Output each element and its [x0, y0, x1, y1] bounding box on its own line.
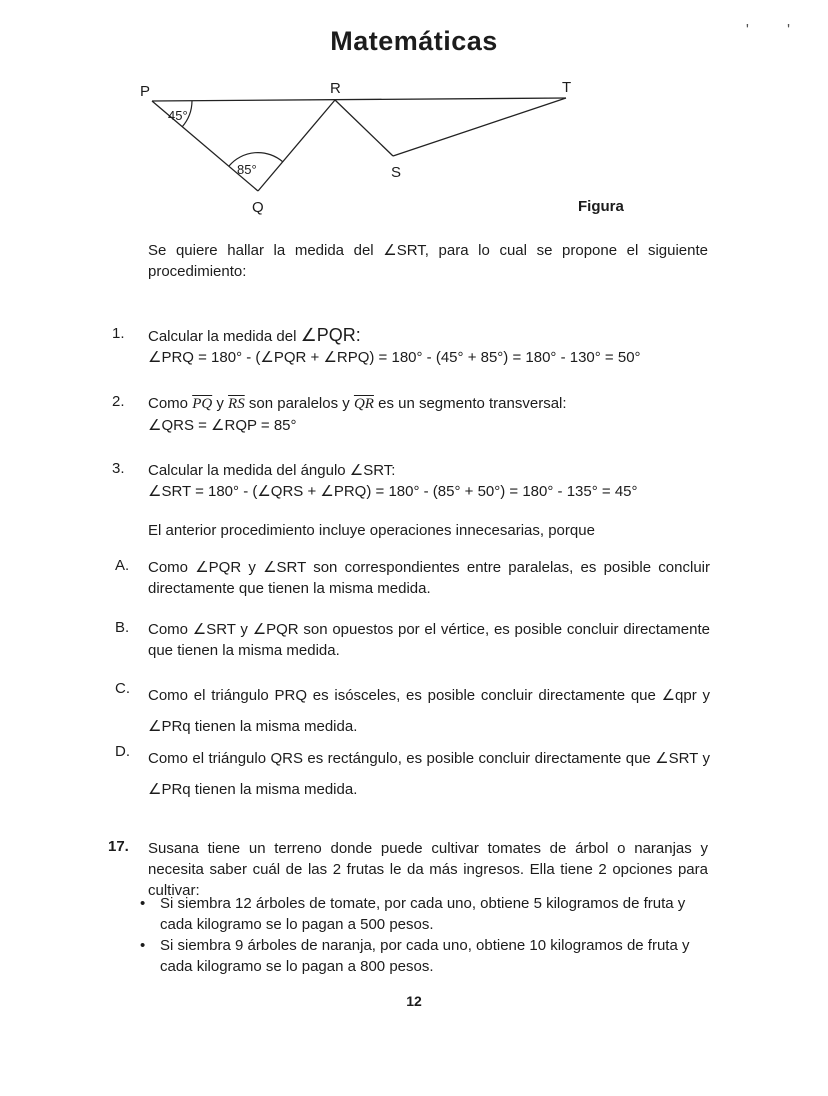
figure-svg	[130, 78, 650, 228]
step-1-lead: Calcular la medida del	[148, 328, 301, 345]
step-3-number: 3.	[112, 460, 125, 477]
step-1-lead-line	[148, 325, 708, 347]
vertex-label-q: Q	[252, 199, 264, 216]
step-3-formula: ∠SRT = 180° - (∠QRS + ∠PRQ) = 180° - (85° + 50°) = 180° - 135° = 45°	[148, 483, 638, 500]
option-a-text: Como ∠PQR y ∠SRT son correspondientes entre paralelas, es posible concluir directamente que tienen la misma medida.	[148, 559, 710, 597]
step-2-lead-line	[148, 393, 708, 415]
vertex-label-p: P	[140, 83, 151, 100]
scan-mark: '	[745, 22, 749, 39]
step-1-number: 1.	[112, 325, 125, 342]
vertex-label-r: R	[330, 80, 341, 97]
question-17-text: Susana tiene un terreno donde puede cultivar tomates de árbol o naranjas y necesita saber cuál de las 2 frutas le da más ingresos. Ella tiene 2 opciones para cultivar:	[148, 840, 708, 899]
step-2-part3: son paralelos y	[244, 395, 354, 412]
step-2-number: 2.	[112, 393, 125, 410]
angle-label-45: 45°	[168, 108, 188, 123]
step-2-formula: ∠QRS = ∠RQP = 85°	[148, 417, 297, 434]
bullet-glyph: •	[140, 895, 146, 912]
question-17-number: 17.	[108, 838, 129, 855]
bullet-text-naranja: Si siembra 9 árboles de naranja, por cada uno, obtiene 10 kilogramos de fruta y cada kilogramo se lo pagan a 800 pesos.	[160, 937, 690, 975]
bullet-glyph: •	[140, 937, 146, 954]
option-d-letter: D.	[115, 743, 130, 760]
segment-qr: $\overline{QR}$	[353, 396, 374, 412]
geometry-figure	[130, 78, 650, 233]
scan-mark: '	[786, 22, 790, 39]
option-d-text: Como el triángulo QRS es rectángulo, es posible concluir directamente que ∠SRT y ∠PRq tienen la misma medida.	[148, 750, 710, 798]
option-b-text: Como ∠SRT y ∠PQR son opuestos por el vértice, es posible concluir directamente que tienen la misma medida.	[148, 621, 710, 659]
intro-text: Se quiere hallar la medida del ∠SRT, para lo cual se propone el siguiente procedimiento:	[148, 242, 708, 280]
scan-marks	[708, 22, 790, 40]
page-number: 12	[406, 993, 422, 1009]
step-2-part1: Como	[148, 395, 193, 412]
step-1-lead-angle: ∠PQR:	[300, 325, 361, 345]
bullet-text-tomate: Si siembra 12 árboles de tomate, por cada uno, obtiene 5 kilogramos de fruta y cada kilogramo se lo pagan a 500 pesos.	[160, 895, 686, 933]
option-c-text: Como el triángulo PRQ es isósceles, es posible concluir directamente que ∠qpr y ∠PRq tienen la misma medida.	[148, 687, 710, 735]
angle-label-85: 85°	[237, 162, 257, 177]
step-3-lead: Calcular la medida del ángulo ∠SRT:	[148, 462, 396, 479]
step-2-part2: y	[212, 395, 229, 412]
vertex-label-t: T	[562, 79, 572, 96]
conclusion-text: El anterior procedimiento incluye operaciones innecesarias, porque	[148, 522, 595, 539]
step-2-part4: es un segmento transversal:	[373, 395, 567, 412]
bullet-item-tomate	[140, 893, 710, 935]
vertex-label-s: S	[391, 164, 402, 181]
segment-rs: $\overline{RS}$	[228, 396, 245, 412]
bullet-item-naranja	[140, 935, 710, 977]
option-a-letter: A.	[115, 557, 130, 574]
figure-caption: Figura	[578, 198, 624, 215]
option-b-letter: B.	[115, 619, 130, 636]
step-1-formula: ∠PRQ = 180° - (∠PQR + ∠RPQ) = 180° - (45° + 85°) = 180° - 130° = 50°	[148, 349, 641, 366]
segment-pq: $\overline{PQ}$	[192, 396, 213, 412]
page-title: Matemáticas	[330, 26, 498, 56]
option-c-letter: C.	[115, 680, 130, 697]
